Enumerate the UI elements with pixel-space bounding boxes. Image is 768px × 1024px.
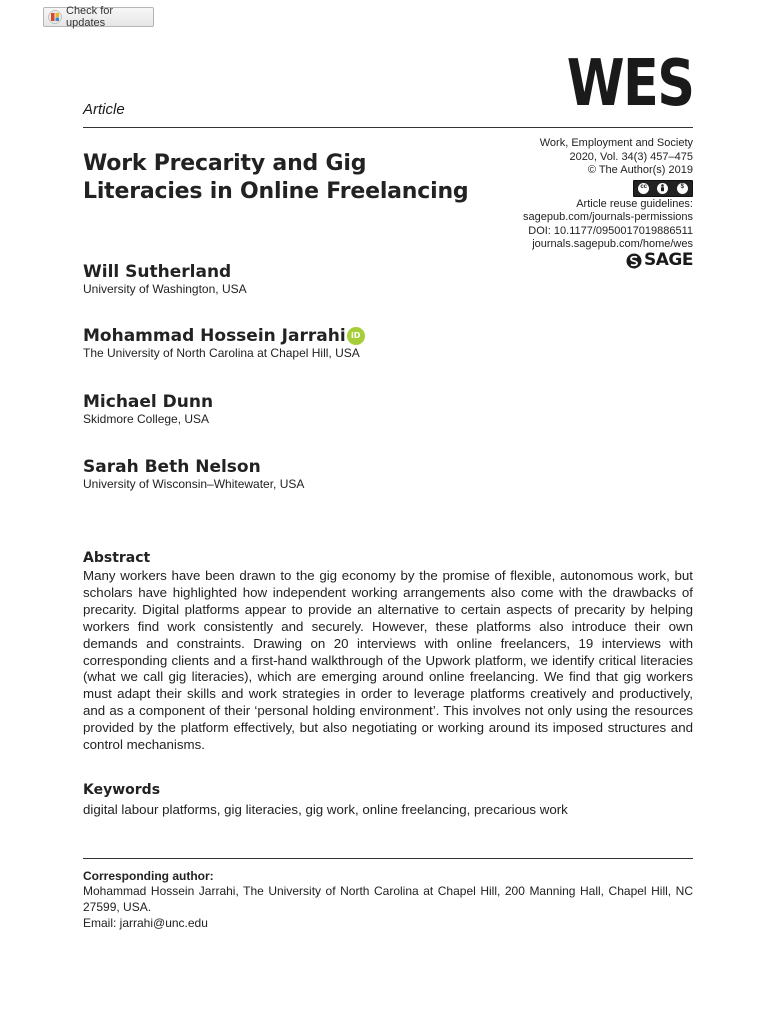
author-name[interactable]: Michael Dunn: [83, 392, 214, 412]
article-type-label: Article: [83, 101, 125, 118]
corresponding-author-heading: Corresponding author:: [83, 869, 214, 883]
author-name[interactable]: Mohammad Hossein Jarrahi: [83, 326, 346, 346]
copyright-line: © The Author(s) 2019: [587, 164, 693, 176]
reuse-guidelines-label: Article reuse guidelines:: [576, 197, 693, 210]
abstract-heading: Abstract: [83, 550, 151, 566]
journal-link[interactable]: journals.sagepub.com/home/wes: [532, 238, 693, 250]
by-icon: [657, 183, 668, 194]
sage-logo: [626, 249, 693, 270]
author-name[interactable]: Sarah Beth Nelson: [83, 457, 261, 477]
footnote-divider: [83, 858, 693, 859]
author-name[interactable]: Will Sutherland: [83, 262, 232, 282]
orcid-icon[interactable]: iD: [347, 327, 365, 345]
crossmark-icon: [48, 10, 62, 24]
author-affiliation: The University of North Carolina at Chapel Hill, USA: [83, 346, 360, 360]
sage-swirl-icon: [626, 253, 642, 269]
cc-by-nc-icon[interactable]: [633, 180, 693, 197]
author-block: [83, 326, 365, 361]
author-affiliation: University of Wisconsin–Whitewater, USA: [83, 477, 305, 491]
journal-info-block: [523, 137, 693, 273]
sage-wordmark: SAGE: [644, 249, 693, 270]
author-block: [83, 457, 304, 492]
cc-icon: cc: [638, 183, 649, 194]
volume-line: 2020, Vol. 34(3) 457–475: [569, 150, 693, 163]
corresponding-author-email[interactable]: Email: jarrahi@unc.edu: [83, 916, 208, 930]
author-block: [83, 392, 213, 427]
abstract-text: Many workers have been drawn to the gig economy by the promise of flexible, autonomous work, but scholars have highlighted how independent working arrangements also come with the drawbacks of precarity. Digital platforms appear to provide an alternative to certain aspects of precarity by helping workers find work consistently and securely. However, these platforms also introduce their own demands and constraints. Drawing on 20 interviews with online freelancers, 19 interviews with corresponding clients and a first-hand walkthrough of the Upwork platform, we identify critical literacies (what we call gig literacies), which are emerging around online freelancing. We find that gig workers must adapt their skills and work strategies in order to leverage platforms creatively and productively, and as a component of their ‘personal holding environment’. This involves not only using the resources provided by the platform effectively, but also negotiating or working around its imposed structures and control mechanisms.: [83, 568, 693, 753]
journal-logo: WES: [566, 47, 693, 121]
author-block: [83, 262, 247, 297]
check-for-updates-label: Check for updates: [66, 5, 114, 29]
keywords-heading: Keywords: [83, 782, 161, 798]
header-divider: [83, 127, 693, 128]
author-affiliation: University of Washington, USA: [83, 282, 247, 296]
corresponding-author-address: Mohammad Hossein Jarrahi, The University of North Carolina at Chapel Hill, 200 Manning Hall, Chapel Hill, NC 27599, USA.: [83, 884, 693, 914]
journal-name: Work, Employment and Society: [539, 137, 693, 149]
nc-icon: $: [677, 183, 688, 194]
author-affiliation: Skidmore College, USA: [83, 412, 210, 426]
check-for-updates-button[interactable]: [43, 7, 154, 27]
keywords-text: digital labour platforms, gig literacies, gig work, online freelancing, precarious work: [83, 802, 568, 817]
doi[interactable]: DOI: 10.1177/0950017019886511: [528, 224, 693, 237]
reuse-guidelines-link[interactable]: sagepub.com/journals-permissions: [523, 211, 693, 223]
article-title: Work Precarity and Gig Literacies in Online Freelancing: [83, 151, 469, 204]
